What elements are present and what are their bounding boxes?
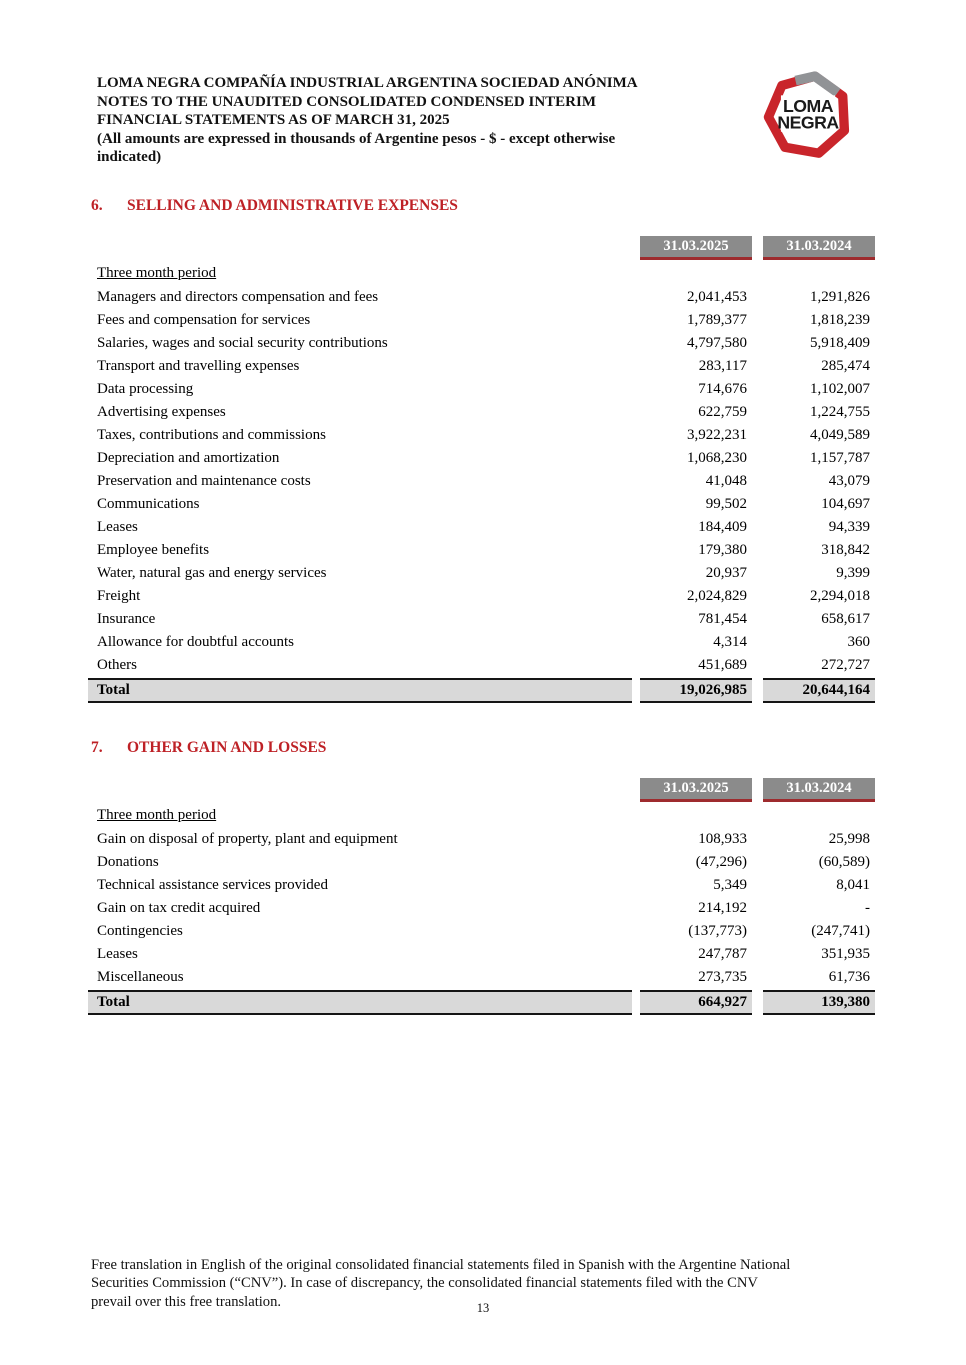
logo-text-line1: LOMA: [783, 96, 833, 116]
section-title-text: OTHER GAIN AND LOSSES: [127, 739, 327, 756]
table-row: [88, 286, 875, 309]
row-label: Taxes, contributions and commissions: [97, 427, 326, 443]
row-label: Preservation and maintenance costs: [97, 473, 311, 489]
row-value-2024: 658,617: [821, 611, 870, 627]
table-body: [88, 828, 875, 989]
row-value-2024: 1,818,239: [810, 312, 870, 328]
table-row: [88, 874, 875, 897]
section-selling-admin-expenses: [88, 196, 875, 703]
section-title: [88, 738, 875, 757]
table-row: [88, 378, 875, 401]
row-value-2025: 247,787: [698, 946, 747, 962]
header-title-line: NOTES TO THE UNAUDITED CONSOLIDATED CONDENSED INTERIM: [97, 93, 596, 110]
total-value-2025: 19,026,985: [640, 678, 752, 703]
table-row: [88, 897, 875, 920]
header-note-line: indicated): [97, 149, 162, 166]
row-value-2024: (247,741): [811, 923, 870, 939]
row-label: Contingencies: [97, 923, 183, 939]
row-label: Data processing: [97, 381, 194, 397]
row-value-2024: 61,736: [828, 969, 870, 985]
table-row: [88, 828, 875, 851]
row-value-2024: 8,041: [836, 877, 870, 893]
table-row: [88, 608, 875, 631]
row-value-2024: 2,294,018: [810, 588, 870, 604]
row-label: Miscellaneous: [97, 969, 184, 985]
total-label: Total: [88, 990, 632, 1015]
row-label: Gain on tax credit acquired: [97, 900, 261, 916]
row-label: Technical assistance services provided: [97, 877, 328, 893]
row-value-2025: 714,676: [698, 381, 747, 397]
row-value-2024: 1,291,826: [810, 289, 870, 305]
column-header-2024: 31.03.2024: [763, 236, 875, 260]
table-row: [88, 585, 875, 608]
row-value-2024: 43,079: [828, 473, 870, 489]
table-row: [88, 943, 875, 966]
table-row: [88, 355, 875, 378]
row-value-2025: 99,502: [705, 496, 747, 512]
document-header: [97, 74, 697, 167]
header-title-line: FINANCIAL STATEMENTS AS OF MARCH 31, 2025: [97, 112, 450, 129]
row-label: Freight: [97, 588, 141, 604]
table-row: [88, 332, 875, 355]
row-label: Others: [97, 657, 137, 673]
row-value-2024: 94,339: [828, 519, 870, 535]
row-value-2024: 1,224,755: [810, 404, 870, 420]
row-value-2024: 104,697: [821, 496, 870, 512]
row-value-2024: 272,727: [821, 657, 870, 673]
loma-negra-logo-icon: [756, 60, 860, 164]
column-header-2024: 31.03.2024: [763, 778, 875, 802]
table-row: [88, 920, 875, 943]
header-title-line: LOMA NEGRA COMPAÑÍA INDUSTRIAL ARGENTINA SOCIEDAD ANÓNIMA: [97, 75, 638, 91]
row-value-2025: 41,048: [705, 473, 747, 489]
column-header-2025: 31.03.2025: [640, 778, 752, 802]
section-number: 6.: [91, 197, 103, 214]
table-total-row: [88, 678, 875, 703]
table-row: [88, 631, 875, 654]
table-row: [88, 539, 875, 562]
row-value-2025: 179,380: [698, 542, 747, 558]
row-value-2025: 4,314: [713, 634, 747, 650]
row-label: Managers and directors compensation and fees: [97, 289, 379, 305]
row-value-2024: (60,589): [818, 854, 870, 870]
row-value-2025: 184,409: [698, 519, 747, 535]
table-column-headers: [88, 236, 875, 260]
column-header-2025: 31.03.2025: [640, 236, 752, 260]
table-row: [88, 562, 875, 585]
table-row: [88, 470, 875, 493]
row-value-2024: 4,049,589: [810, 427, 870, 443]
table-subheader: Three month period: [97, 807, 217, 823]
footer-line: Securities Commission (“CNV”). In case of discrepancy, the consolidated financial statements filed with the CNV: [91, 1275, 758, 1292]
section-other-gain-losses: [88, 738, 875, 1015]
table-row: [88, 401, 875, 424]
row-value-2024: 1,102,007: [810, 381, 870, 397]
footer-line: Free translation in English of the original consolidated financial statements filed in Spanish with the Argentine National: [91, 1257, 791, 1273]
row-value-2025: 622,759: [698, 404, 747, 420]
row-label: Salaries, wages and social security contributions: [97, 335, 388, 351]
row-value-2025: 2,041,453: [687, 289, 747, 305]
table-row: [88, 654, 875, 677]
table-row: [88, 966, 875, 989]
total-value-2025: 664,927: [640, 990, 752, 1015]
row-label: Donations: [97, 854, 159, 870]
row-value-2024: -: [865, 900, 870, 916]
row-value-2025: (137,773): [688, 923, 747, 939]
table-row: [88, 447, 875, 470]
table-body: [88, 286, 875, 677]
row-value-2024: 5,918,409: [810, 335, 870, 351]
total-value-2024: 20,644,164: [763, 678, 875, 703]
row-value-2025: 4,797,580: [687, 335, 747, 351]
row-label: Insurance: [97, 611, 156, 627]
row-label: Communications: [97, 496, 200, 512]
row-value-2025: 3,922,231: [687, 427, 747, 443]
row-value-2024: 285,474: [821, 358, 870, 374]
header-note-line: (All amounts are expressed in thousands of Argentine pesos - $ - except otherwise: [97, 130, 616, 147]
row-value-2024: 318,842: [821, 542, 870, 558]
row-label: Allowance for doubtful accounts: [97, 634, 295, 650]
row-label: Depreciation and amortization: [97, 450, 280, 466]
row-value-2025: 108,933: [698, 831, 747, 847]
row-value-2025: 5,349: [713, 877, 747, 893]
table-total-row: [88, 990, 875, 1015]
total-label: Total: [88, 678, 632, 703]
table-column-headers: [88, 778, 875, 802]
row-value-2024: 360: [847, 634, 870, 650]
section-title-text: SELLING AND ADMINISTRATIVE EXPENSES: [127, 197, 458, 214]
row-value-2024: 25,998: [828, 831, 870, 847]
section-number: 7.: [91, 739, 103, 756]
row-value-2025: 273,735: [698, 969, 747, 985]
total-value-2024: 139,380: [763, 990, 875, 1015]
table-row: [88, 516, 875, 539]
row-value-2024: 351,935: [821, 946, 870, 962]
row-value-2025: 451,689: [698, 657, 747, 673]
row-value-2024: 9,399: [836, 565, 870, 581]
table-row: [88, 309, 875, 332]
row-value-2025: 214,192: [698, 900, 747, 916]
row-label: Leases: [97, 946, 138, 962]
row-label: Gain on disposal of property, plant and equipment: [97, 831, 398, 847]
table-row: [88, 493, 875, 516]
row-label: Water, natural gas and energy services: [97, 565, 327, 581]
row-value-2025: 20,937: [705, 565, 747, 581]
table-subheader: Three month period: [97, 265, 217, 281]
page-number: 13: [476, 1301, 490, 1315]
row-value-2025: 283,117: [698, 358, 747, 374]
row-label: Transport and travelling expenses: [97, 358, 300, 374]
row-value-2024: 1,157,787: [810, 450, 870, 466]
row-label: Employee benefits: [97, 542, 210, 558]
row-value-2025: 1,789,377: [687, 312, 747, 328]
row-value-2025: 1,068,230: [687, 450, 747, 466]
logo-text-line2: NEGRA: [777, 112, 839, 133]
footer-line: prevail over this free translation.: [91, 1293, 282, 1310]
row-value-2025: 781,454: [698, 611, 747, 627]
table-row: [88, 851, 875, 874]
row-label: Fees and compensation for services: [97, 312, 311, 328]
row-value-2025: (47,296): [695, 854, 747, 870]
row-label: Advertising expenses: [97, 404, 226, 420]
section-title: [88, 196, 875, 215]
row-label: Leases: [97, 519, 138, 535]
table-row: [88, 424, 875, 447]
row-value-2025: 2,024,829: [687, 588, 747, 604]
